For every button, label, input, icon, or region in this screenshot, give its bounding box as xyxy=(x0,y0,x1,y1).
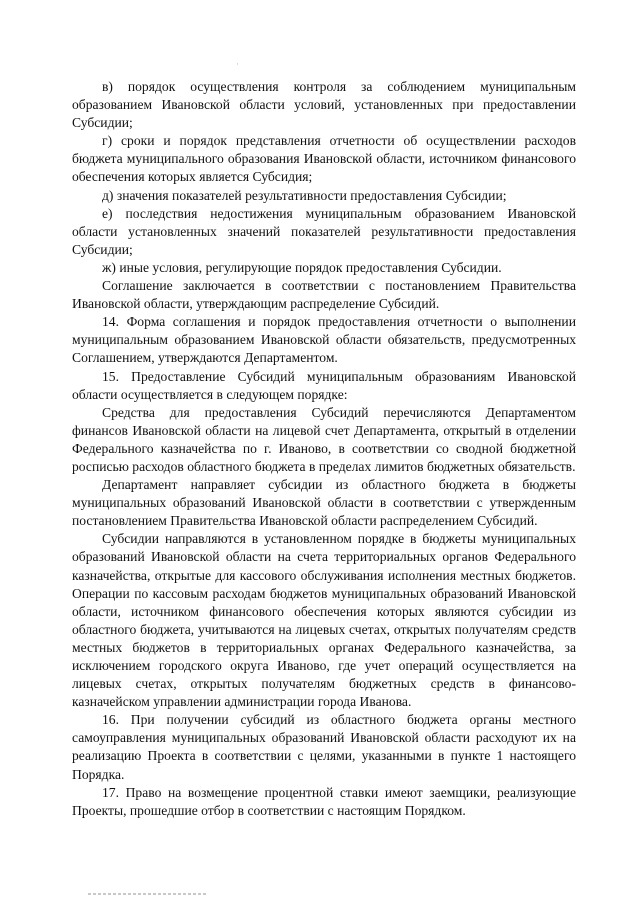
paragraph-15: 15. Предоставление Субсидий муниципальным образованиям Ивановской области осуществляется в следующем порядке: xyxy=(72,368,576,402)
paragraph-department: Департамент направляет субсидии из областного бюджета в бюджеты муниципальных образований Ивановской области в соответствии с утвержденным постановлением Правительства Ивановской области распределением Субсидий. xyxy=(72,477,576,529)
paragraph-16: 16. При получении субсидий из областного бюджета органы местного самоуправления муниципальных образований Ивановской области расходуют их на реализацию Проекта в соответствии с целями, указанными в пункте 1 настоящего Порядка. xyxy=(72,712,576,782)
paragraph-d: д) значения показателей результативности предоставления Субсидии; xyxy=(102,187,507,203)
paragraph-v: в) порядок осуществления контроля за соблюдением муниципальным образованием Ивановской области условий, установленных при предоставлении Субсидии; xyxy=(72,79,576,131)
paragraph-funds: Средства для предоставления Субсидий перечисляются Департаментом финансов Ивановской области на лицевой счет Департамента, открытый в отделении Федерального казначейства по г. Иваново, в соответствии со сводной бюджетной росписью расходов областного бюджета в пределах лимитов бюджетных обязательств. xyxy=(72,404,576,474)
paragraph-zh: ж) иные условия, регулирующие порядок предоставления Субсидии. xyxy=(102,259,502,275)
scan-mark: · xyxy=(236,60,239,70)
paragraph-e: е) последствия недостижения муниципальным образованием Ивановской области установленных значений показателей результативности предоставления Субсидии; xyxy=(72,205,576,257)
paragraph-17: 17. Право на возмещение процентной ставки имеют заемщики, реализующие Проекты, прошедшие отбор в соответствии с настоящим Порядком. xyxy=(72,784,576,818)
scan-artifact-line xyxy=(88,893,208,895)
paragraph-subsidies: Субсидии направляются в установленном порядке в бюджеты муниципальных образований Ивановской области на счета территориальных органов Федерального казначейства, открытые для кассового обслуживания исполнения местных бюджетов. Операции по кассовым расходам бюджетов муниципальных образований Ивановской области, источником финансового обеспечения которых являются субсидии из областного бюджета, учитываются на лицевых счетах, открытых получателям средств местных бюджетов в территориальных органах Федерального казначейства, за исключением городского округа Иваново, где учет операций осуществляется на лицевых счетах, открытых получателям бюджетных средств в финансово-казначейском управлении администрации города Иванова. xyxy=(72,531,576,710)
paragraph-g: г) сроки и порядок представления отчетности об осуществлении расходов бюджета муниципального образования Ивановской области, источником финансового обеспечения которых является Субсидия; xyxy=(72,133,576,185)
document-body xyxy=(72,78,576,820)
paragraph-agreement: Соглашение заключается в соответствии с постановлением Правительства Ивановской области, утверждающим распределение Субсидий. xyxy=(72,278,576,312)
paragraph-14: 14. Форма соглашения и порядок предоставления отчетности о выполнении муниципальным образованием Ивановской области обязательств, предусмотренных Соглашением, утверждаются Департаментом. xyxy=(72,314,576,366)
